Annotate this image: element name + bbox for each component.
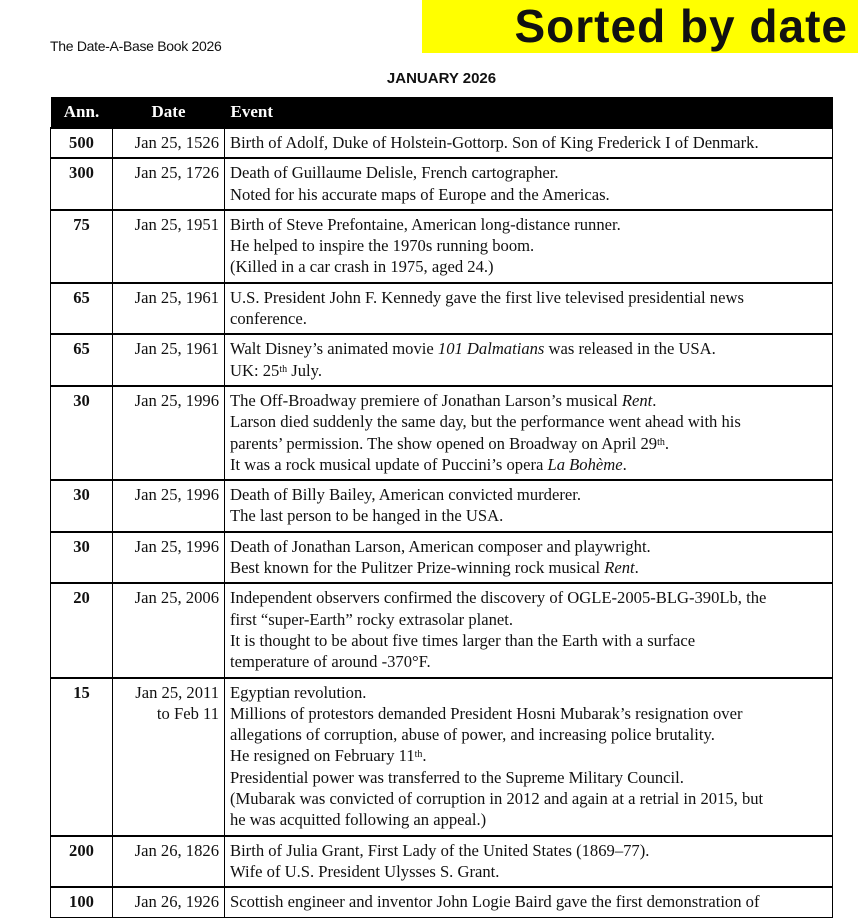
event-text: Birth of Julia Grant, First Lady of the United States (1869–77). [230, 840, 650, 860]
date-line: Jan 25, 1526 [134, 133, 219, 152]
anniversary-cell: 200 [51, 836, 113, 888]
event-line [230, 411, 827, 432]
event-text: Larson died suddenly the same day, but the performance went ahead with his [230, 412, 741, 432]
italic-title: Rent [621, 390, 653, 410]
event-text: . [422, 746, 427, 766]
event-line [230, 651, 827, 672]
date-cell [113, 678, 225, 836]
event-line [230, 557, 827, 578]
column-header-ann: Ann. [51, 97, 113, 128]
month-heading: JANUARY 2026 [386, 70, 497, 87]
anniversary-cell: 100 [51, 887, 113, 917]
anniversary-cell: 20 [51, 583, 113, 677]
table-row [51, 210, 833, 283]
event-line [230, 484, 827, 505]
date-line: Jan 26, 1926 [134, 892, 219, 912]
event-cell [225, 887, 833, 917]
anniversary-cell: 15 [51, 678, 113, 836]
event-line [230, 682, 827, 703]
italic-title: La Bohème [547, 454, 623, 474]
event-line [230, 536, 827, 557]
event-line [230, 235, 827, 256]
event-text: The Off-Broadway premiere of Jonathan Larson’s musical [230, 390, 622, 410]
event-text: He helped to inspire the 1970s running boom. [230, 236, 535, 256]
event-line [230, 390, 827, 411]
date-line: Jan 25, 2006 [134, 588, 219, 608]
event-text: Millions of protestors demanded President Hosni Mubarak’s resignation over [230, 703, 743, 723]
event-text: Death of Billy Bailey, American convicted murderer. [230, 485, 581, 505]
anniversary-cell: 500 [51, 128, 113, 158]
date-cell [113, 532, 225, 584]
date-cell [113, 887, 225, 917]
event-text: . [634, 558, 639, 578]
table-row [51, 283, 833, 335]
event-text: Egyptian revolution. [230, 682, 367, 702]
event-line [230, 788, 827, 809]
ordinal-suffix: th [657, 436, 665, 448]
anniversary-cell: 75 [51, 210, 113, 283]
event-cell [225, 386, 833, 480]
event-text: (Killed in a car crash in 1975, aged 24.) [230, 257, 494, 277]
book-title: The Date-A-Base Book 2026 [50, 38, 222, 54]
event-cell [225, 480, 833, 532]
table-row [51, 678, 833, 836]
event-line [230, 809, 827, 830]
event-line [230, 433, 827, 454]
event-cell [225, 210, 833, 283]
event-line [230, 724, 827, 745]
event-line [230, 891, 827, 912]
date-line: to Feb 11 [156, 703, 219, 723]
table-row [51, 386, 833, 480]
event-line [230, 308, 827, 329]
date-line: Jan 25, 1726 [134, 163, 219, 183]
event-line [230, 132, 827, 153]
event-text: (Mubarak was convicted of corruption in 2012 and again at a retrial in 2015, but [230, 789, 764, 809]
event-text: Best known for the Pulitzer Prize-winning rock musical [230, 558, 605, 578]
date-cell [113, 480, 225, 532]
event-text: Presidential power was transferred to the Supreme Military Council. [230, 767, 684, 787]
date-cell [113, 283, 225, 335]
table-row [51, 583, 833, 677]
column-header-date: Date [113, 97, 225, 128]
event-line [230, 162, 827, 183]
event-text: He resigned on February 11 [230, 746, 415, 766]
events-table [50, 97, 833, 918]
event-text: Death of Jonathan Larson, American composer and playwright. [230, 536, 651, 556]
event-text: The last person to be hanged in the USA. [230, 506, 504, 526]
date-cell [113, 334, 225, 386]
table-row [51, 836, 833, 888]
table-row [51, 532, 833, 584]
event-text: he was acquitted following an appeal.) [230, 810, 487, 830]
event-text: It was a rock musical update of Puccini’s opera [230, 454, 548, 474]
event-cell [225, 334, 833, 386]
event-line [230, 703, 827, 724]
table-header-row [51, 97, 833, 128]
date-line: Jan 25, 1961 [134, 287, 219, 307]
anniversary-cell: 65 [51, 334, 113, 386]
date-line: Jan 26, 1826 [134, 840, 219, 860]
event-text: U.S. President John F. Kennedy gave the first live televised presidential news [230, 287, 744, 307]
sorted-banner: Sorted by date [422, 0, 858, 53]
anniversary-cell: 30 [51, 532, 113, 584]
event-cell [225, 283, 833, 335]
event-text: temperature of around -370°F. [230, 652, 431, 672]
event-line [230, 256, 827, 277]
italic-title: Rent [604, 558, 635, 578]
anniversary-cell: 65 [51, 283, 113, 335]
date-line: Jan 25, 1951 [134, 214, 219, 234]
event-line [230, 745, 827, 766]
event-line [230, 360, 827, 381]
event-line [230, 505, 827, 526]
ordinal-suffix: th [414, 749, 423, 761]
event-text: Wife of U.S. President Ulysses S. Grant. [230, 861, 500, 881]
event-text: conference. [230, 309, 307, 329]
event-line [230, 214, 827, 235]
event-text: was released in the USA. [544, 339, 716, 359]
date-cell [113, 210, 225, 283]
table-row [51, 158, 833, 210]
event-text: It is thought to be about five times larger than the Earth with a surface [230, 630, 696, 650]
event-cell [225, 678, 833, 836]
event-text: Scottish engineer and inventor John Logie Baird gave the first demonstration of [230, 892, 760, 912]
event-text: Birth of Adolf, Duke of Holstein-Gottorp. Son of King Frederick I of Denmark. [230, 133, 759, 152]
event-line [230, 338, 827, 359]
date-cell [113, 386, 225, 480]
date-cell [113, 836, 225, 888]
event-text: Death of Guillaume Delisle, French cartographer. [230, 163, 559, 183]
event-cell [225, 836, 833, 888]
event-text: . [622, 454, 627, 474]
date-line: Jan 25, 1996 [134, 536, 219, 556]
event-cell [225, 128, 833, 158]
event-line [230, 630, 827, 651]
event-line [230, 184, 827, 205]
table-row [51, 887, 833, 917]
date-cell [113, 158, 225, 210]
anniversary-cell: 300 [51, 158, 113, 210]
anniversary-cell: 30 [51, 480, 113, 532]
event-text: . [652, 390, 657, 410]
date-line: Jan 25, 1961 [134, 339, 219, 359]
date-cell [113, 583, 225, 677]
italic-title: 101 Dalmatians [437, 339, 545, 359]
event-cell [225, 158, 833, 210]
event-text: first “super-Earth” rocky extrasolar planet. [230, 609, 514, 629]
event-text: Birth of Steve Prefontaine, American long-distance runner. [230, 214, 621, 234]
event-text: allegations of corruption, abuse of power, and increasing police brutality. [230, 725, 715, 745]
anniversary-cell: 30 [51, 386, 113, 480]
event-line [230, 587, 827, 608]
date-cell [113, 128, 225, 158]
event-line [230, 840, 827, 861]
event-cell [225, 583, 833, 677]
event-cell [225, 532, 833, 584]
date-line: Jan 25, 2011 [135, 682, 219, 702]
table-row [51, 128, 833, 158]
table-row [51, 334, 833, 386]
date-line: Jan 25, 1996 [134, 485, 219, 505]
ordinal-suffix: th [279, 363, 288, 375]
event-text: Walt Disney’s animated movie [230, 339, 438, 359]
event-line [230, 287, 827, 308]
event-text: UK: 25 [230, 360, 280, 380]
event-line [230, 609, 827, 630]
event-line [230, 454, 827, 475]
event-text: . [664, 433, 669, 453]
table-row [51, 480, 833, 532]
event-text: July. [287, 360, 322, 380]
date-line: Jan 25, 1996 [134, 390, 219, 410]
event-line [230, 861, 827, 882]
event-text: parents’ permission. The show opened on Broadway on April 29 [230, 433, 658, 453]
event-line [230, 767, 827, 788]
column-header-event: Event [225, 97, 833, 128]
table-body [51, 128, 833, 917]
event-text: Noted for his accurate maps of Europe and the Americas. [230, 184, 610, 204]
event-text: Independent observers confirmed the discovery of OGLE-2005-BLG-390Lb, the [230, 588, 767, 608]
